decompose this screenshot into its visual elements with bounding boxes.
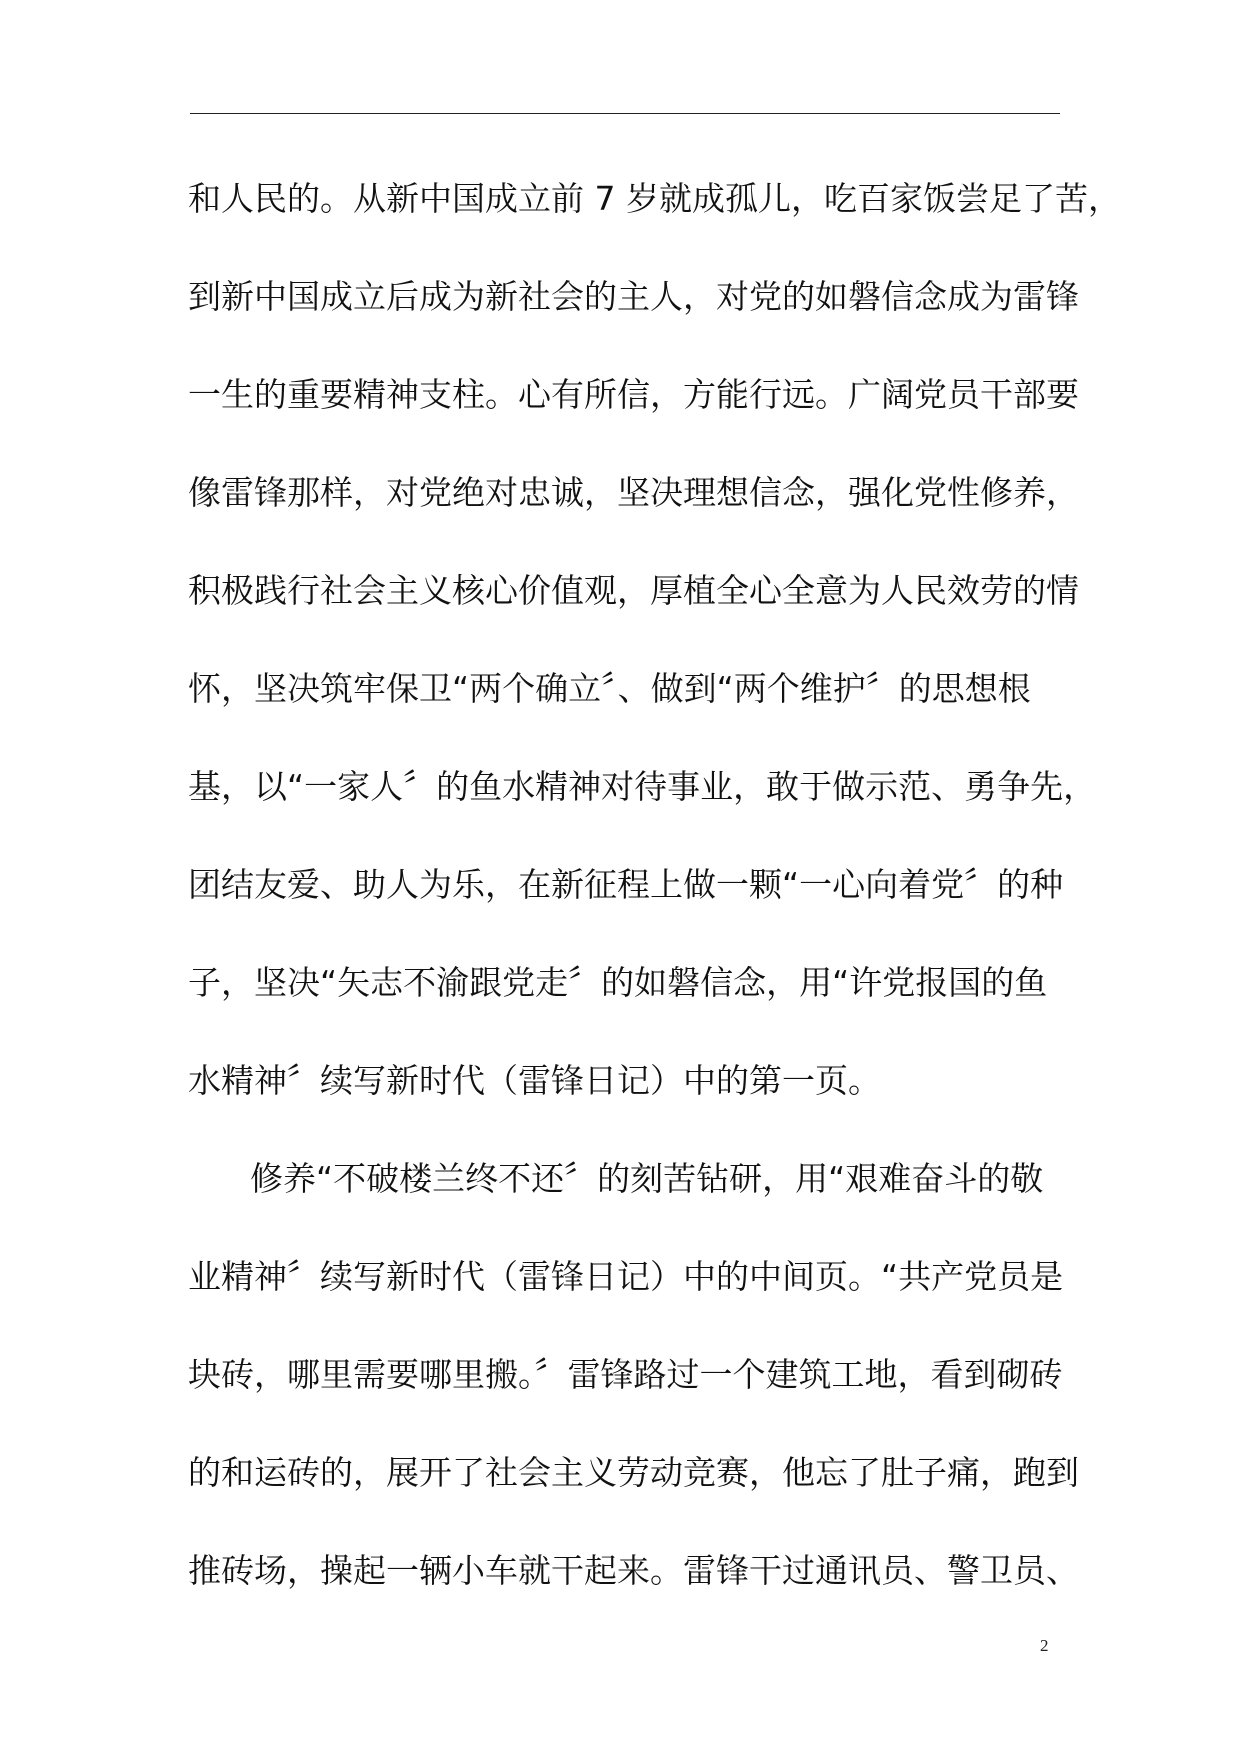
text-line: 业精神〞续写新时代（雷锋日记）中的中间页。“共产党员是	[188, 1257, 1064, 1296]
page-number: 2	[1040, 1636, 1049, 1655]
text-line: 推砖场，操起一辆小车就干起来。雷锋干过通讯员、警卫员、	[188, 1551, 1079, 1590]
text-line: 水精神〞续写新时代（雷锋日记）中的第一页。	[188, 1061, 881, 1100]
text-line: 和人民的。从新中国成立前 7 岁就成孤儿，吃百家饭尝足了苦，	[188, 179, 1121, 218]
text-line: 到新中国成立后成为新社会的主人，对党的如磐信念成为雷锋	[188, 277, 1079, 316]
text-line: 块砖，哪里需要哪里搬。〞雷锋路过一个建筑工地，看到砌砖	[188, 1355, 1063, 1394]
text-line: 团结友爱、助人为乐，在新征程上做一颗“一心向着党〞的种	[188, 865, 1064, 904]
text-line: 子，坚决“矢志不渝跟党走〞的如磐信念，用“许党报国的鱼	[188, 963, 1048, 1002]
text-line: 的和运砖的，展开了社会主义劳动竞赛，他忘了肚子痛，跑到	[188, 1453, 1079, 1492]
header-rule	[190, 113, 1060, 114]
text-line: 怀，坚决筑牢保卫“两个确立〞、做到“两个维护〞的思想根	[188, 669, 1031, 708]
text-line: 基，以“一家人〞的鱼水精神对待事业，敢于做示范、勇争先，	[188, 767, 1097, 806]
text-line: 积极践行社会主义核心价值观，厚植全心全意为人民效劳的情	[188, 571, 1079, 610]
text-line: 像雷锋那样，对党绝对忠诚，坚决理想信念，强化党性修养，	[188, 473, 1079, 512]
text-line: 一生的重要精神支柱。心有所信，方能行远。广阔党员干部要	[188, 375, 1079, 414]
paragraph-start-line: 修养“不破楼兰终不还〞的刻苦钻研，用“艰难奋斗的敬	[250, 1159, 1044, 1198]
body-text	[188, 166, 1121, 1636]
